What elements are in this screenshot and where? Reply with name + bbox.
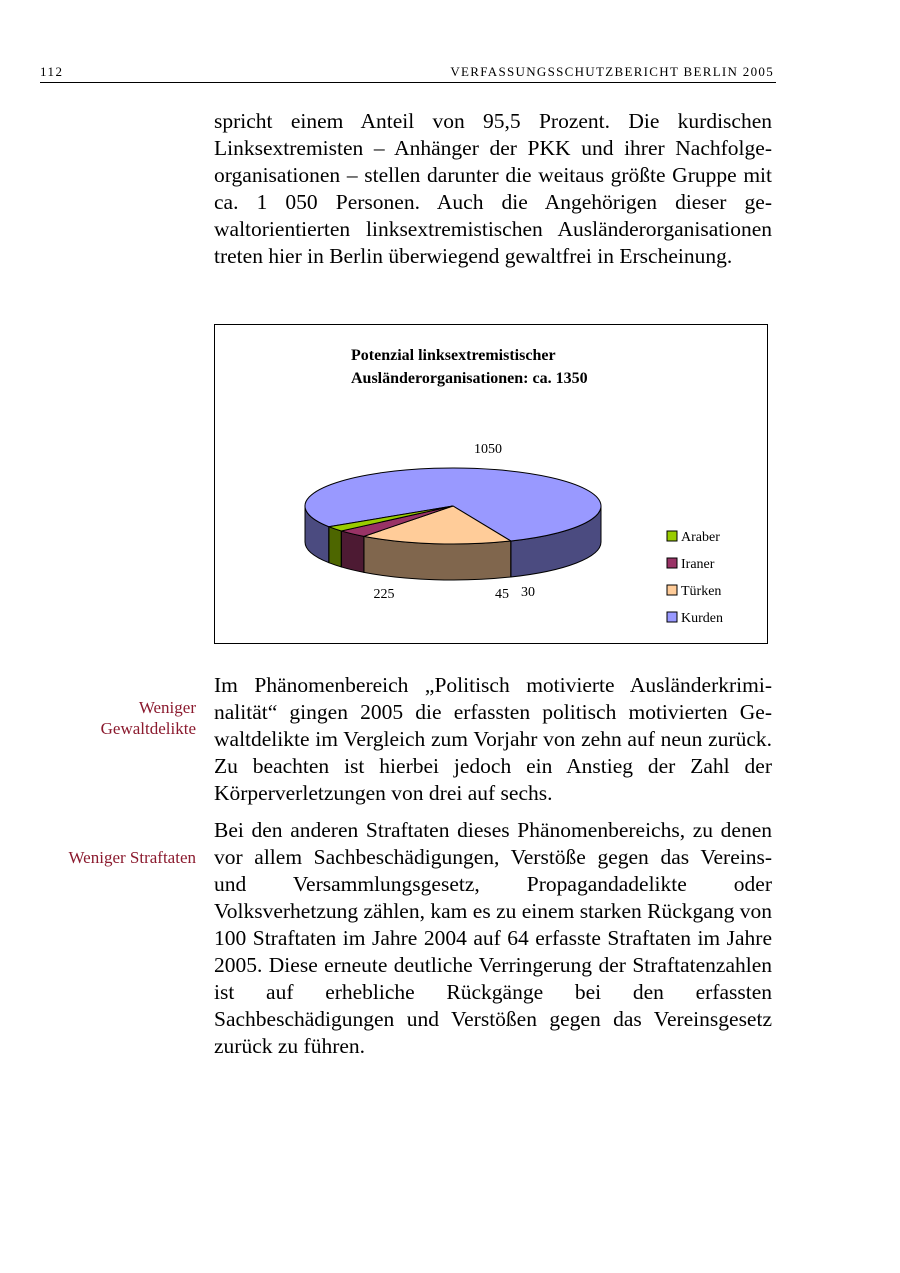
- margin-note-gewaltdelikte-line1: Weniger: [138, 698, 196, 717]
- legend-swatch-tuerken: [667, 585, 677, 595]
- paragraph-3: Bei den anderen Straftaten dieses Phänomenbereichs, zu denen vor allem Sachbeschädigungen, Verstöße gegen das Vereins- und Versammlungsgesetz, Propagandadelikte oder Volksverhetzung zählen, kam es zu einem starken Rückgang von 100 Straftaten im Jahre 2004 auf 64 erfasste Straftaten im Jahre 2005. Diese erneute deutliche Verringerung der Straftatenzahlen ist auf erhebliche Rückgänge bei den erfassten Sachbeschädigungen und Verstößen gegen das Vereinsgesetz zurück zu führen.: [214, 818, 772, 1058]
- data-label-kurden: 1050: [474, 442, 502, 457]
- legend-swatch-araber: [667, 531, 677, 541]
- pie-side-iraner: [341, 531, 364, 572]
- page-number: 112: [40, 64, 64, 79]
- margin-note-gewaltdelikte: [16, 697, 196, 739]
- pie-chart-svg: [215, 325, 767, 643]
- pie-chart: [214, 324, 768, 644]
- legend-label-kurden: Kurden: [681, 611, 723, 626]
- page-header: [40, 60, 776, 83]
- data-label-iraner: 45: [495, 587, 509, 602]
- chart-title-line1: Potenzial linksextremistischer: [351, 347, 556, 364]
- data-label-araber: 30: [521, 585, 535, 600]
- margin-note-gewaltdelikte-line2: Gewaltdelikte: [100, 719, 196, 738]
- legend-swatch-iraner: [667, 558, 677, 568]
- paragraph-2: Im Phänomenbereich „Politisch motivierte Ausländerkriminalität“ gingen 2005 die erfassten politisch motivierten Gewaltdelikte im Vergleich zum Vorjahr von zehn auf neun zurück. Zu beachten ist hierbei jedoch ein Anstieg der Zahl der Körperverletzungen von drei auf sechs.: [214, 673, 772, 805]
- pie-side-araber: [329, 527, 341, 567]
- paragraph-1: spricht einem Anteil von 95,5 Prozent. Die kurdischen Linksextremisten – Anhänger der PKK und ihrer Nachfolgeorganisationen – stellen darunter die weitaus größte Gruppe mit ca. 1 050 Personen. Auch die Angehörigen dieser gewaltorientierten linksextremistischen Ausländerorganisationen treten hier in Berlin überwiegend gewaltfrei in Erscheinung.: [214, 109, 772, 268]
- margin-note-straftaten: Weniger Straftaten: [68, 848, 196, 867]
- legend-label-tuerken: Türken: [681, 584, 722, 599]
- legend-label-araber: Araber: [681, 530, 720, 545]
- legend-swatch-kurden: [667, 612, 677, 622]
- data-label-tuerken: 225: [373, 587, 395, 602]
- chart-title-line2: Ausländerorganisationen: ca. 1350: [351, 370, 588, 387]
- running-title: VERFASSUNGSSCHUTZBERICHT BERLIN 2005: [450, 64, 774, 79]
- legend-label-iraner: Iraner: [681, 557, 715, 572]
